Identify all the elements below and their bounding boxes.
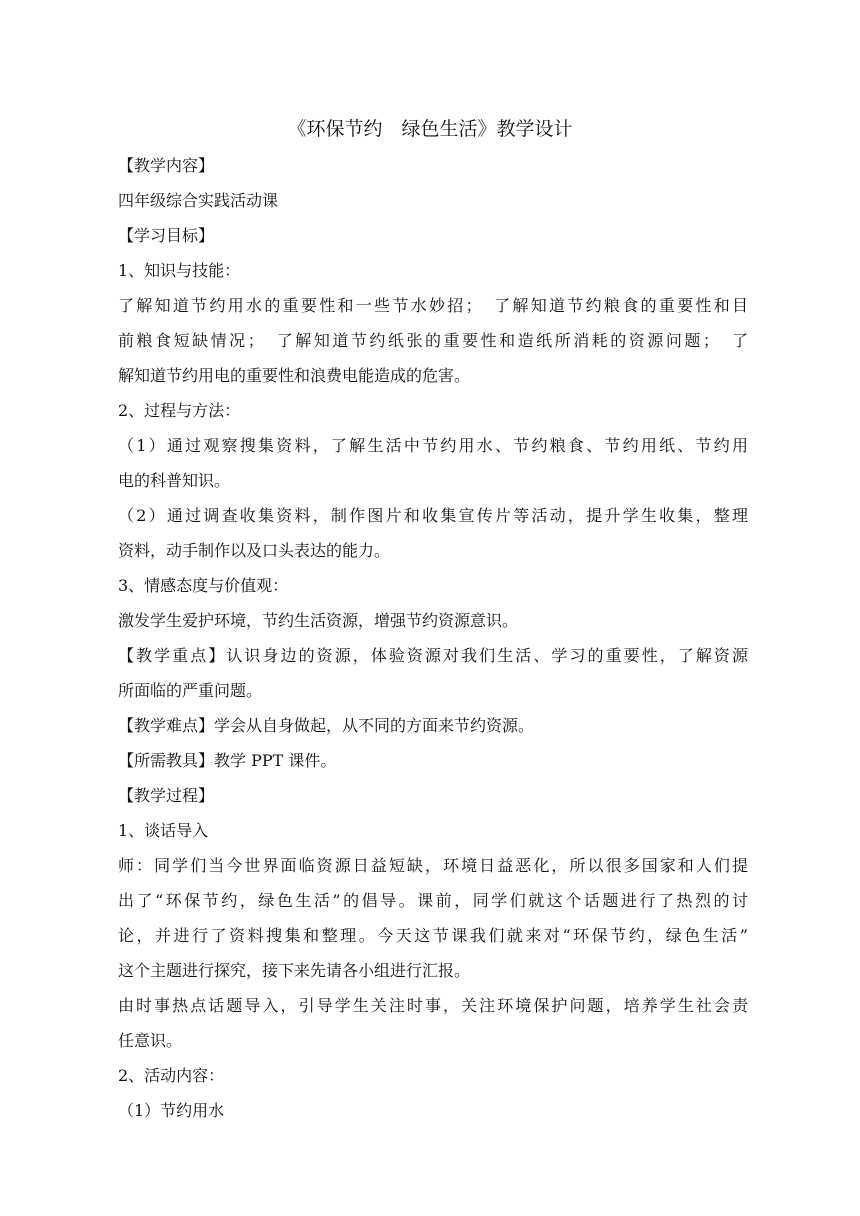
paragraph-teaching-aids: 【所需教具】教学 PPT 课件。 — [118, 751, 337, 770]
subheading-attitude: 3、情感态度与价值观： — [118, 576, 289, 595]
paragraph-line: 出了“环保节约，绿色生活”的倡导。课前，同学们就这个话题进行了热烈的讨 — [118, 891, 748, 910]
paragraph-line: 激发学生爱护环境，节约生活资源，增强节约资源意识。 — [118, 611, 519, 630]
paragraph-key-points: 【教学重点】认识身边的资源，体验资源对我们生活、学习的重要性，了解资源 — [118, 646, 748, 665]
paragraph-line: 前粮食短缺情况； 了解知道节约纸张的重要性和造纸所消耗的资源问题； 了 — [118, 331, 748, 350]
section-heading-content: 【教学内容】 — [118, 156, 215, 175]
paragraph-line: 师：同学们当今世界面临资源日益短缺，环境日益恶化，所以很多国家和人们提 — [118, 856, 748, 875]
paragraph-line: 由时事热点话题导入，引导学生关注时事，关注环境保护问题，培养学生社会责 — [118, 996, 748, 1015]
section-heading-objectives: 【学习目标】 — [118, 226, 215, 245]
paragraph-line: （2）通过调查收集资料，制作图片和收集宣传片等活动，提升学生收集，整理 — [118, 506, 748, 525]
paragraph-line: 任意识。 — [118, 1031, 183, 1050]
paragraph-line: 资料，动手制作以及口头表达的能力。 — [118, 541, 391, 560]
subheading-knowledge: 1、知识与技能： — [118, 261, 241, 280]
paragraph-line: （1）通过观察搜集资料，了解生活中节约用水、节约粮食、节约用纸、节约用 — [118, 436, 748, 455]
paragraph-line: 论，并进行了资料搜集和整理。今天这节课我们就来对“环保节约，绿色生活” — [118, 926, 748, 945]
subheading-process: 2、过程与方法： — [118, 401, 241, 420]
paragraph-line: 这个主题进行探究，接下来先请各小组进行汇报。 — [118, 961, 471, 980]
paragraph-line: 电的科普知识。 — [118, 471, 231, 490]
document-title: 《环保节约 绿色生活》教学设计 — [287, 118, 573, 140]
section-heading-process: 【教学过程】 — [118, 786, 215, 805]
subheading-introduction: 1、谈话导入 — [118, 821, 209, 840]
paragraph-difficulties: 【教学难点】学会从自身做起，从不同的方面来节约资源。 — [118, 716, 535, 735]
subheading-activities: 2、活动内容： — [118, 1066, 225, 1085]
subheading-save-water: （1）节约用水 — [118, 1101, 225, 1120]
paragraph-line: 所面临的严重问题。 — [118, 681, 263, 700]
paragraph-line: 了解知道节约用水的重要性和一些节水妙招； 了解知道节约粮食的重要性和目 — [118, 296, 748, 315]
document-body — [118, 148, 748, 1128]
paragraph-line: 解知道节约用电的重要性和浪费电能造成的危害。 — [118, 366, 471, 385]
paragraph-line: 四年级综合实践活动课 — [118, 191, 279, 210]
